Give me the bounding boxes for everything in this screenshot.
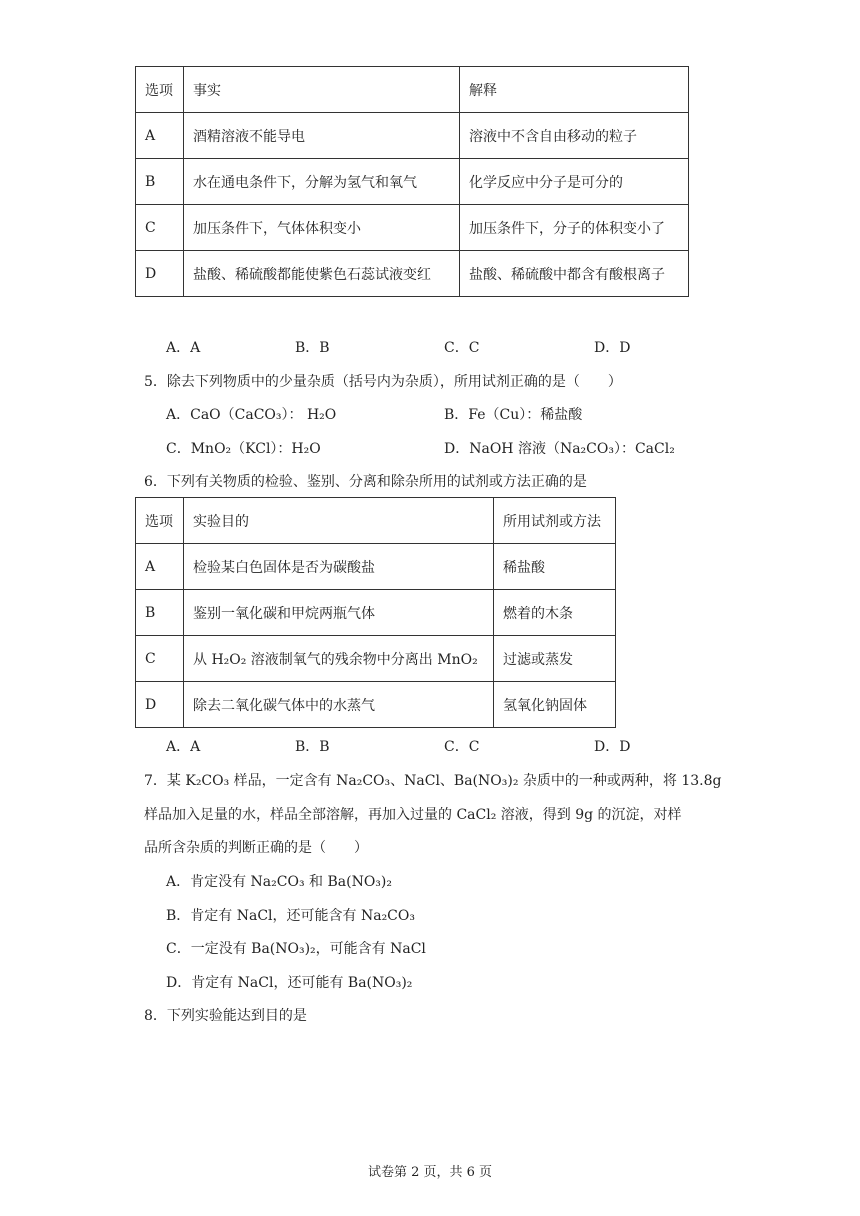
q5-option-b: B．Fe（Cu）：稀盐酸 [444, 407, 583, 423]
table-cell: 稀盐酸 [494, 544, 616, 590]
q7-option-b: B．肯定有 NaCl，还可能含有 Na₂CO₃ [166, 908, 415, 924]
table-cell: 除去二氧化碳气体中的水蒸气 [184, 682, 494, 728]
table-header-cell: 选项 [136, 67, 184, 113]
table-header-row [136, 498, 616, 544]
q4-option-a: A．A [166, 340, 201, 356]
q7-option-c: C．一定没有 Ba(NO₃)₂，可能含有 NaCl [166, 941, 426, 957]
page-footer: 试卷第 2 页，共 6 页 [367, 1165, 493, 1180]
table-cell: A [136, 113, 184, 159]
table-cell: B [136, 590, 184, 636]
q4-option-b: B．B [295, 340, 330, 356]
table-cell: 鉴别一氧化碳和甲烷两瓶气体 [184, 590, 494, 636]
q7-stem-line-3: 品所含杂质的判断正确的是（ ） [144, 840, 368, 856]
table-header-cell: 选项 [136, 498, 184, 544]
table-cell: 溶液中不含自由移动的粒子 [460, 113, 689, 159]
table-cell: C [136, 205, 184, 251]
table-cell: C [136, 636, 184, 682]
q6-option-c: C．C [444, 739, 480, 755]
table-row [136, 682, 616, 728]
table-header-row [136, 67, 689, 113]
table-cell: 盐酸、稀硫酸中都含有酸根离子 [460, 251, 689, 297]
q7-option-a: A．肯定没有 Na₂CO₃ 和 Ba(NO₃)₂ [166, 874, 392, 890]
table-header-cell: 事实 [184, 67, 460, 113]
table-cell: D [136, 682, 184, 728]
table-cell: A [136, 544, 184, 590]
table-row [136, 636, 616, 682]
table-cell: 过滤或蒸发 [494, 636, 616, 682]
q5-option-d: D．NaOH 溶液（Na₂CO₃）：CaCl₂ [444, 441, 675, 457]
table-cell: 从 H₂O₂ 溶液制氧气的残余物中分离出 MnO₂ [184, 636, 494, 682]
facts-table [135, 66, 689, 297]
q7-stem-line-2: 样品加入足量的水，样品全部溶解，再加入过量的 CaCl₂ 溶液，得到 9g 的沉淀，对样 [144, 807, 682, 823]
table-cell: 氢氧化钠固体 [494, 682, 616, 728]
table-row [136, 159, 689, 205]
table-row [136, 113, 689, 159]
q6-option-b: B．B [295, 739, 330, 755]
table-cell: D [136, 251, 184, 297]
experiment-table [135, 497, 616, 728]
q6-option-d: D．D [594, 739, 631, 755]
q6-stem: 6．下列有关物质的检验、鉴别、分离和除杂所用的试剂或方法正确的是 [144, 474, 587, 490]
table-cell: 加压条件下，气体体积变小 [184, 205, 460, 251]
table-header-cell: 所用试剂或方法 [494, 498, 616, 544]
q7-stem-line-1: 7．某 K₂CO₃ 样品，一定含有 Na₂CO₃、NaCl、Ba(NO₃)₂ 杂质中的一种或两种，将 13.8g [144, 773, 722, 789]
q5-option-a: A．CaO（CaCO₃）： H₂O [166, 407, 337, 423]
table-cell: 盐酸、稀硫酸都能使紫色石蕊试液变红 [184, 251, 460, 297]
table-cell: B [136, 159, 184, 205]
table-header-cell: 实验目的 [184, 498, 494, 544]
table-header-cell: 解释 [460, 67, 689, 113]
table-row [136, 251, 689, 297]
q8-stem: 8．下列实验能达到目的是 [144, 1008, 307, 1024]
q6-option-a: A．A [166, 739, 201, 755]
table-row [136, 544, 616, 590]
table-cell: 酒精溶液不能导电 [184, 113, 460, 159]
table-cell: 化学反应中分子是可分的 [460, 159, 689, 205]
table-row [136, 590, 616, 636]
q5-option-c: C．MnO₂（KCl）：H₂O [166, 441, 321, 457]
table-cell: 燃着的木条 [494, 590, 616, 636]
table-cell: 检验某白色固体是否为碳酸盐 [184, 544, 494, 590]
q4-option-d: D．D [594, 340, 631, 356]
table-cell: 加压条件下，分子的体积变小了 [460, 205, 689, 251]
table-cell: 水在通电条件下，分解为氢气和氧气 [184, 159, 460, 205]
table-row [136, 205, 689, 251]
q5-stem: 5．除去下列物质中的少量杂质（括号内为杂质），所用试剂正确的是（ ） [144, 374, 622, 390]
q4-option-c: C．C [444, 340, 480, 356]
q7-option-d: D．肯定有 NaCl，还可能有 Ba(NO₃)₂ [166, 975, 413, 991]
